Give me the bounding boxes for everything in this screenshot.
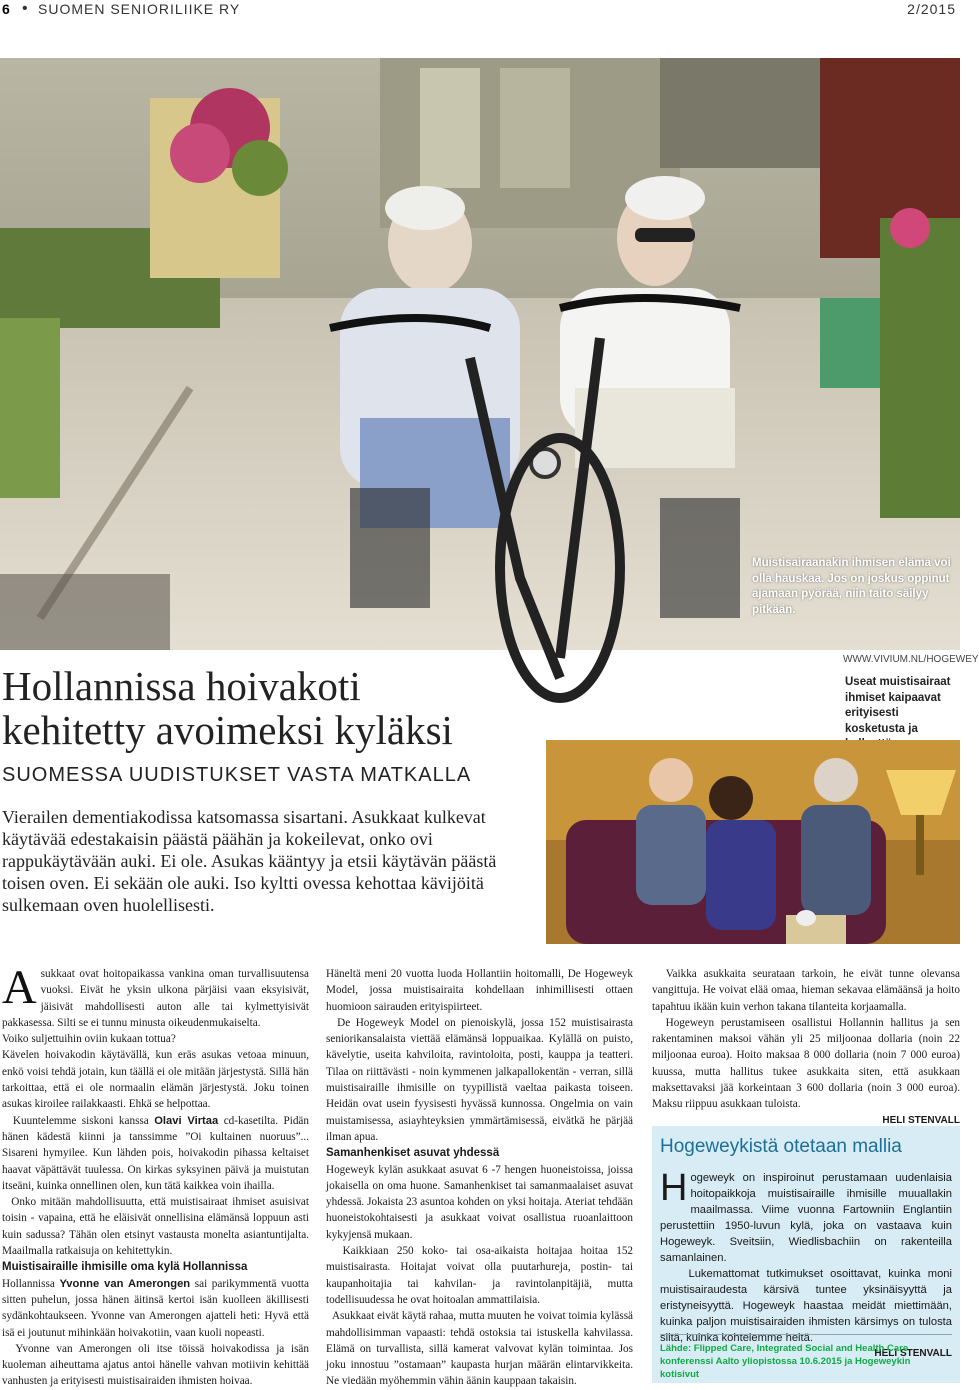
- issue-number: 2/2015: [907, 1, 956, 17]
- headline-line1: Hollannissa hoivakoti: [2, 663, 361, 709]
- photo2-caption: Useat muistisairaat ihmiset kaipaavat erityisesti kosketusta ja: [845, 676, 951, 735]
- col1-p6c: sai parikymmentä vuotta sitten puhelun, jossa hänen äitinsä kertoi isän kuolleen äkillisesti sydänkohtaukseen. Yvonne van Amerongen ajatteli heti: Hyvä että isä ei joutunut mihinkään hoivakotiin, vaan kuoli nopeasti.: [2, 1277, 310, 1339]
- col1-p1: sukkaat ovat hoitopaikassa vankina oman turvallisuutensa vuoksi. Eivät he yksin ulkona pärjäisi vaan eksyisivät, jäisivät mahdollisesti auton alle tai kylmettyisivät pakkasessa. Silti se ei tunnu minusta oikeudenmukaiselta.: [2, 968, 309, 1029]
- box-signature: HELI STENVALL: [874, 1348, 952, 1359]
- column-2: [326, 966, 633, 1390]
- box-divider: [660, 1334, 952, 1335]
- col1-p4c: cd-kasetilta. Pidän hänen kädestä kiinni ja tanssimme ”Oi kultainen nuoruus”... Sisareni hymyilee. Kun lähden pois, hoivakodin pihassa keltaiset haavat väpättävät tuulessa. On kirkas syksyinen päivä ja muistutan itseäni, kuinka onnellinen olen, kun tätä kaikkea voin ihailla.: [2, 1114, 309, 1192]
- box-p2: Lukemattomat tutkimukset osoittavat, kuinka moni muistisairaudesta kärsivä tuntee yksinäisyyttä ja eristyneisyyttä. Hogeweyk haastaa meidät miettimään, kuinka paljon muistisairaiden ihmisten kärsimys on tulosta siitä, kuinka kohtelemme heitä.: [660, 1268, 953, 1344]
- col3-p1: Vaikka asukkaita seurataan tarkoin, he eivät tunne olevansa vangittuja. He voivat elää omaa, hieman sekavaa elämäänsä ja hoito tapahtuu ikään kuin verhon takana tilanteita korjaamalla.: [652, 968, 960, 1013]
- lead-paragraph: Vierailen dementiakodissa katsomassa sisartani. Asukkaat kulkevat käytävää edestakaisin päästä päähän ja kokeilevat, onko ovi rappukäytävään auki. Ei ole. Asukas kääntyy ja etsii käytävän päästä toisen oven. Ei sekään ole auki. Iso kyltti ovessa kehottaa kävijöitä sulkemaan oven huolellisesti.: [2, 807, 497, 915]
- col2-p2: De Hogeweyk Model on pienoiskylä, jossa 152 muistisairasta seniorikansalaista viettää elämänsä loppuaikaa. Kylällä on puisto, kävelytie, useita kahviloita, ravintoloita, posti, kauppa ja teatteri. Tilaa on riittävästi - noin kymmenen jalkapallokentän - verran, sillä muistisairaille ihmisille on tyypillistä vaeltaa paikasta toiseen. Heidän ovat usein fyysisesti hyvässä kunnossa. Ongelmia on vain muistamisessa, asiayhteyksien ymmärtämisessä, eivätkä he pärjää ilman apua.: [326, 1016, 633, 1143]
- col1-p4a: Kuuntelemme siskoni kanssa: [12, 1114, 155, 1127]
- subtitle: SUOMESSA UUDISTUKSET VASTA MATKALLA: [2, 764, 472, 786]
- publication-name: SUOMEN SENIORILIIKE RY: [38, 1, 241, 17]
- col1-p5: Onko mitään mahdollisuutta, että muistisairaat ihmiset asuisivat toisin - vapaina, että he eläisivät onnellisina elämänsä loppuun asti kuin sadussa? Tähän olen etsinyt vastausta monelta asiantuntijalta. Maailmalla ratkaisuja on kehitettykin.: [2, 1196, 309, 1258]
- box-p1: ogeweyk on inspiroinut perustamaan uudenlaisia hoitopaikkoja muistisairaille ihmisille muuallakin maailmassa. Viime vuonna Fartowniin Englantiin perustettiin 1950-luvun kylä, joka on vastaava kuin Hogeweyk. Sveitsiin, Wiedlisbachiin on rakenteilla samanlainen.: [660, 1172, 952, 1264]
- col1-p6b: Yvonne van Amerongen: [59, 1277, 191, 1290]
- col1-p6a: Hollannissa: [2, 1277, 60, 1290]
- photo-credit: WWW.VIVIUM.NL/HOGEWEY: [843, 654, 979, 665]
- col1-p7: Yvonne van Amerongen oli itse töissä hoivakodissa ja isän kuoleman aiheuttama ajatus antoi hänelle vahvan motiivin kehittää vanhusten ja erityisesti muistisairaiden ihmisten hoivaa.: [2, 1342, 309, 1388]
- page-number: 6: [2, 1, 10, 17]
- box-dropcap: H: [660, 1167, 688, 1209]
- col2-p1: Häneltä meni 20 vuotta luoda Hollantiin hoitomalli, De Hogeweyk Model, jossa muistisairaita kohdellaan inhimillisesti ottaen huomioon sairauden erityispiirteet.: [326, 968, 633, 1013]
- dropcap: A: [2, 961, 37, 1014]
- col1-p4b: Olavi Virtaa: [154, 1114, 219, 1127]
- col3-signature: HELI STENVALL: [882, 1114, 960, 1126]
- col2-p4: Kaikkiaan 250 koko- tai osa-aikaista hoitajaa hoitaa 152 muistisairasta. Hoitajat voivat olla puutarhureja, postin- tai kaupanhoitajia tai kahvilan- ja ravintolanpitäjiä, mutta todellisuudessa he ovat hoitoalan ammattilaisia.: [326, 1245, 634, 1306]
- box-source: Lähde: Flipped Care, Integrated Social and Health Care konferenssi Aalto yliopistossa 10.6.2015 ja Hogeweykin kotisivut: [660, 1343, 911, 1380]
- headline: [2, 664, 562, 752]
- col1-p2: Voiko suljettuihin oviin kukaan tottua?: [2, 1033, 176, 1046]
- col1-subhead: Muistisairaille ihmisille oma kylä Hollannissa: [2, 1261, 248, 1274]
- col2-p3: Hogeweyk kylän asukkaat asuvat 6 -7 hengen huoneistoissa, joissa jokaisella on oma huone. Samanhenkiset tai samanmaalaiset asuvat yhdessä. Jokaista 23 asuntoa kohden on yksi hoitaja. Ateriat tehdään huoneistokohtaisesti ja asukkaat voivat osallistua ruoanlaittoon kykyjensä mukaan.: [326, 1163, 633, 1241]
- col1-p3: Kävelen hoivakodin käytävällä, kun eräs asukas vetoaa minuun, enkö voisi tehdä jotain, kun täällä ei ole mitään järjestystä. Sillä hän tarkoittaa, että ei ole normaalin elämän järjestystä. Joku toinen asukas kiroilee railakkaasti. Ehkä se helpottaa.: [2, 1049, 309, 1111]
- info-box: [652, 1126, 960, 1383]
- page-header: [0, 0, 960, 22]
- col2-p5: Asukkaat eivät käytä rahaa, mutta muuten he voivat toimia kylässä mahdollisimman vapaasti: tehdä ostoksia tai istuskella kahvilassa. Elämä on turvallista, sillä kamerat valvovat kylän toimintaa. Jos joku innostuu ”ostamaan” kaupasta hurjan määrän elintarvikkeita. Ne viedään myöhemmin vähin äänin kauppaan takaisin.: [326, 1310, 634, 1388]
- headline-line2: kehitetty avoimeksi kyläksi: [2, 707, 453, 753]
- column-1: [2, 961, 310, 1390]
- box-title: Hogeweykistä otetaan mallia: [660, 1136, 902, 1157]
- sofa-photo: [546, 740, 960, 944]
- col3-p2: Hogeweyn perustamiseen osallistui Hollannin hallitus ja sen rakentaminen maksoi vähän yli 25 miljoonaa dollaria (noin 22 miljoonaa euroa). Hoito maksaa 8 000 dollaria (noin 7 000 euroa) kuussa, mutta hallitus tukee asukkaita siten, että asukkaan maksettavaksi jää korkeintaan 3 600 dollaria (noin 3 000 euroa). Maksu riippuu asukkaan tuloista.: [652, 1016, 960, 1111]
- column-3: [652, 966, 960, 1129]
- col2-subhead: Samanhenkiset asuvat yhdessä: [326, 1147, 500, 1160]
- photo1-caption: Muistisairaanakin ihmisen elämä voi olla hauskaa. Jos on joskus oppinut ajamaan pyörää, niin taito säilyy pitkään.: [752, 557, 951, 616]
- header-bullet: •: [22, 0, 28, 17]
